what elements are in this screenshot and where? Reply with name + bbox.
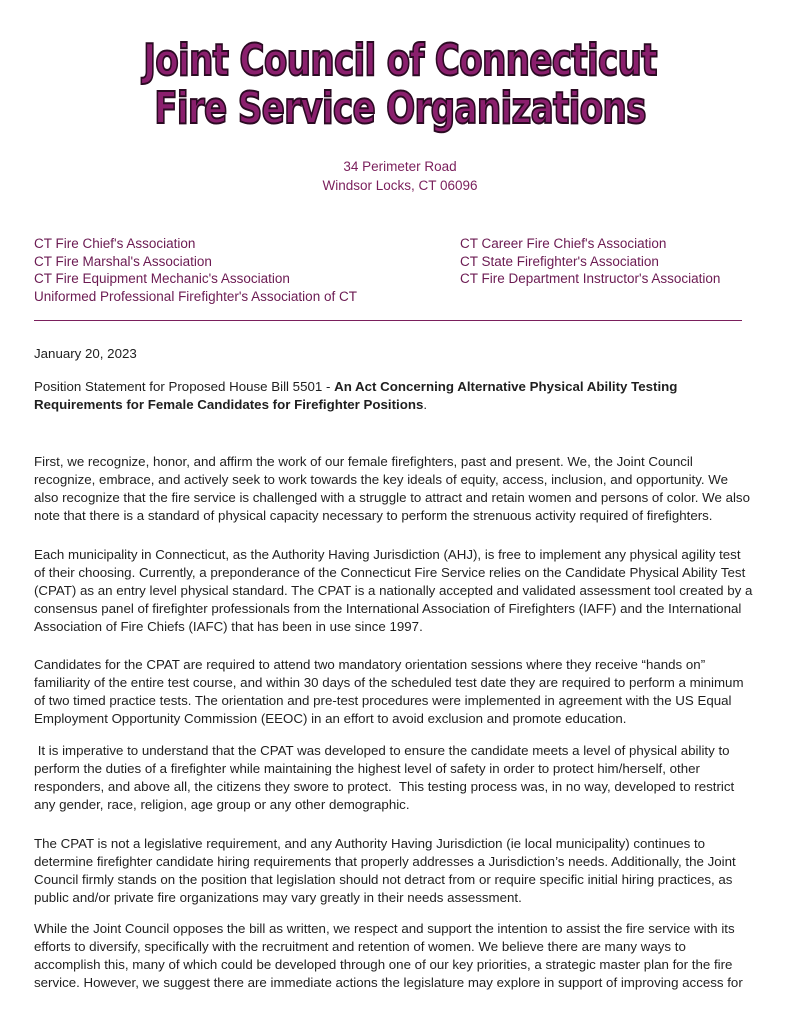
paragraph-text: It is imperative to understand that the CPAT was developed to ensure the candidate meets a level of physical ability to perform the duties of a firefighter while maintaining the highest level of safety in order to protect him/herself, other responders, and above all, the citizens they swore to protect. This testing process was, in no way, developed to restrict any gender, race, religion, age group or any other demographic.	[34, 743, 738, 812]
body-paragraph	[34, 742, 754, 814]
association-item: CT Fire Equipment Mechanic's Association	[34, 271, 290, 286]
letterhead-title-line1: Joint Council of Connecticut	[143, 35, 657, 86]
association-item: CT Fire Department Instructor's Association	[460, 271, 721, 286]
subject-bill-title: An Act Concerning Alternative Physical Ability Testing Requirements for Female Candidates for Firefighter Positions	[34, 379, 678, 412]
association-item: CT Fire Chief's Association	[34, 236, 196, 251]
association-item: CT Career Fire Chief's Association	[460, 236, 667, 251]
paragraph-text: Candidates for the CPAT are required to attend two mandatory orientation sessions where they receive “hands on” familiarity of the entire test course, and within 30 days of the scheduled test date they are required to perform a minimum of two timed practice tests. The orientation and pre-test procedures were implemented in agreement with the US Equal Employment Opportunity Commission (EEOC) in an effort to avoid exclusion and promote education.	[34, 657, 744, 726]
body-paragraph	[34, 920, 754, 992]
subject-prefix: Position Statement for Proposed House Bill 5501 -	[34, 379, 335, 394]
paragraph-text: Each municipality in Connecticut, as the Authority Having Jurisdiction (AHJ), is free to implement any physical agility test of their choosing. Currently, a preponderance of the Connecticut Fire Service relies on the Candidate Physical Ability Test (CPAT) as an entry level physical standard. The CPAT is a nationally accepted and validated assessment tool created by a consensus panel of firefighter professionals from the International Association of Firefighters (IAFF) and the International Association of Fire Chiefs (IAFC) that has been in use since 1997.	[34, 547, 753, 634]
associations-right-column	[460, 235, 720, 288]
association-item: CT State Firefighter's Association	[460, 253, 659, 269]
body-paragraph	[34, 453, 754, 525]
body-paragraph	[34, 656, 754, 728]
header-divider	[34, 320, 742, 321]
association-item: CT Fire Marshal's Association	[34, 253, 212, 269]
body-paragraph	[34, 835, 754, 907]
associations-left-column	[34, 235, 357, 305]
body-paragraph	[34, 546, 754, 636]
address-city: Windsor Locks, CT 06096	[322, 178, 478, 193]
paragraph-text: While the Joint Council opposes the bill as written, we respect and support the intention to assist the fire service with its efforts to diversify, specifically with the recruitment and retention of women. We believe there are many ways to accomplish this, many of which could be developed through one of our key priorities, a strategic master plan for the fire service. However, we suggest there are immediate actions the legislature may explore in support of improving access for	[34, 921, 743, 990]
subject-line	[34, 378, 754, 414]
paragraph-text: The CPAT is not a legislative requirement, and any Authority Having Jurisdiction (ie local municipality) continues to determine firefighter candidate hiring requirements that properly addresses a Jurisdiction’s needs. Additionally, the Joint Council firmly stands on the position that legislation should not detract from or require specific initial hiring practices, as public and/or private fire organizations may vary greatly in their needs assessment.	[34, 836, 736, 905]
letter-date: January 20, 2023	[34, 346, 137, 361]
paragraph-text: First, we recognize, honor, and affirm the work of our female firefighters, past and present. We, the Joint Council recognize, embrace, and actively seek to work towards the key ideals of equity, access, inclusion, and opportunity. We also recognize that the fire service is challenged with a struggle to attract and retain women and persons of color. We also note that there is a standard of physical capacity necessary to perform the strenuous activity required of firefighters.	[34, 454, 750, 523]
subject-suffix: .	[423, 397, 428, 412]
address-street: 34 Perimeter Road	[343, 159, 457, 174]
letterhead-title-line2: Fire Service Organizations	[154, 83, 646, 134]
association-item: Uniformed Professional Firefighter's Association of CT	[34, 288, 357, 304]
